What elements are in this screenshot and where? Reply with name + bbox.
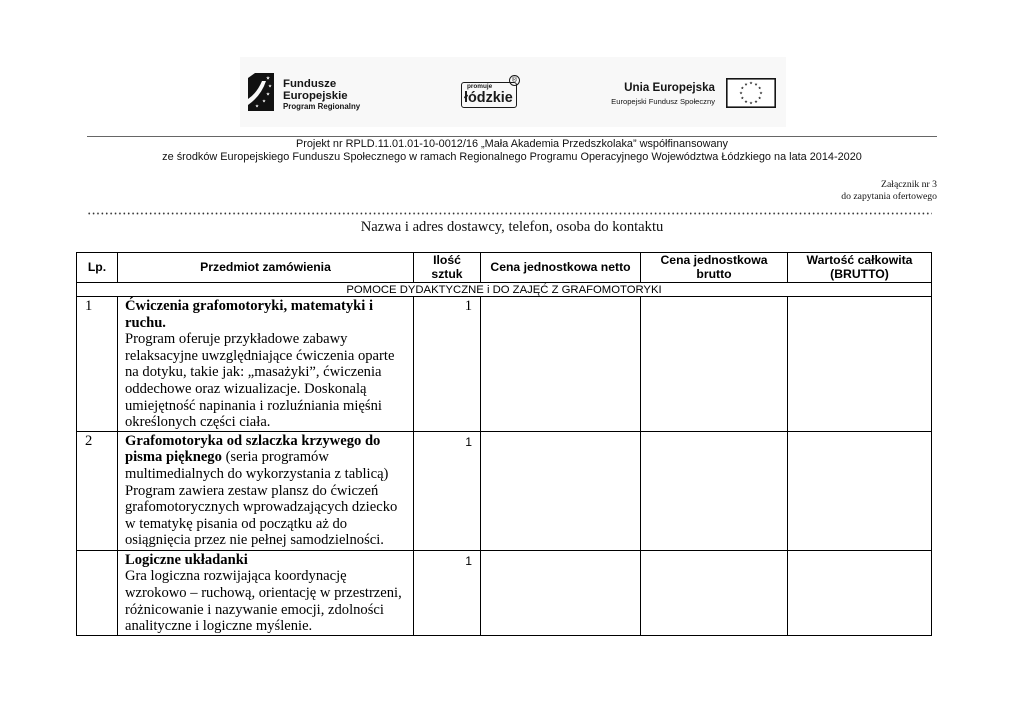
item-title: Ćwiczenia grafomotoryki, matematyki i ruchu. bbox=[125, 298, 374, 331]
item-description: Gra logiczna rozwijająca koordynację wzrokowo – ruchową, orientację w przestrzeni, różnicowanie i nazywanie emocji, zdolności analityczne i logiczne myślenie. bbox=[125, 568, 402, 635]
table-header-row bbox=[77, 253, 932, 283]
header-unit-gross-line1: Cena jednostkowa bbox=[660, 253, 768, 267]
cell-total-gross bbox=[788, 297, 932, 432]
cell-lp: 1 bbox=[77, 297, 118, 432]
header-unit-net: Cena jednostkowa netto bbox=[481, 253, 641, 283]
cell-qty: 1 bbox=[414, 431, 481, 550]
cell-qty: 1 bbox=[414, 550, 481, 635]
cell-item bbox=[118, 550, 414, 635]
cell-unit-gross bbox=[641, 431, 788, 550]
header-unit-gross-line2: brutto bbox=[696, 266, 732, 281]
attachment-number: Załącznik nr 3 bbox=[881, 179, 937, 190]
header-unit-gross bbox=[641, 253, 788, 283]
lodzkie-logo-main-text: łódzkie bbox=[464, 90, 513, 106]
header-qty-line1: Ilość bbox=[433, 253, 461, 267]
header-divider bbox=[87, 136, 937, 137]
header-qty bbox=[414, 253, 481, 283]
project-line1: Projekt nr RPLD.11.01.01-10-0012/16 „Mała Akademia Przedszkolaka” współfinansowany bbox=[295, 138, 729, 150]
header-total-gross-line1: Wartość całkowita bbox=[806, 253, 913, 267]
project-line2: ze środków Europejskiego Funduszu Społecznego w ramach Regionalnego Programu Operacyjnego Województwa Łódzkiego na lata 2014-2020 bbox=[162, 151, 862, 163]
cell-total-gross bbox=[788, 550, 932, 635]
item-description: Program zawiera zestaw plansz do ćwiczeń grafomotorycznych wprowadzających dziecko w tematykę pisania od początku aż do osiągnięcia przez nie pełnej samodzielności. bbox=[125, 482, 398, 549]
fundusze-europejskie-logo-line2: Europejskie bbox=[283, 90, 348, 102]
cell-item bbox=[118, 297, 414, 432]
header-lp: Lp. bbox=[77, 253, 118, 283]
header-total-gross bbox=[788, 253, 932, 283]
fundusze-europejskie-logo-line3: Program Regionalny bbox=[283, 102, 361, 111]
fundusze-europejskie-logo-icon bbox=[248, 73, 274, 111]
item-description: Program oferuje przykładowe zabawy relaksacyjne uwzględniające ćwiczenia oparte na dotyku, takie jak: „masażyki”, ćwiczenia oddechowe oraz wizualizacje. Doskonalą umiejętność napinania i rozluźniania mięśni określonych części ciała. bbox=[125, 331, 395, 431]
item-title: Logiczne układanki bbox=[125, 551, 248, 568]
attachment-reference: do zapytania ofertowego bbox=[841, 191, 937, 202]
cell-lp: 2 bbox=[77, 431, 118, 550]
table-row bbox=[77, 297, 932, 432]
table-row bbox=[77, 550, 932, 635]
fundusze-europejskie-logo-line1: Fundusze bbox=[283, 78, 337, 90]
offer-table bbox=[76, 252, 932, 636]
lodzkie-logo-top-text: promuje bbox=[467, 83, 493, 90]
cell-unit-gross bbox=[641, 297, 788, 432]
cell-qty: 1 bbox=[414, 297, 481, 432]
supplier-dotted-line bbox=[87, 212, 932, 215]
cell-unit-net bbox=[481, 297, 641, 432]
cell-item bbox=[118, 431, 414, 550]
header-total-gross-line2: (BRUTTO) bbox=[830, 266, 889, 281]
cell-unit-net bbox=[481, 431, 641, 550]
supplier-label: Nazwa i adres dostawcy, telefon, osoba do kontaktu bbox=[360, 219, 664, 235]
cell-unit-net bbox=[481, 550, 641, 635]
item-subtitle: (seria programów multimedialnych do wykorzystania z tablicą) bbox=[125, 449, 389, 482]
section-title: POMOCE DYDAKTYCZNE i DO ZAJĘĆ Z GRAFOMOTORYKI bbox=[77, 283, 932, 297]
registered-mark-icon: ® bbox=[509, 75, 520, 86]
table-section-row bbox=[77, 283, 932, 297]
table-row bbox=[77, 431, 932, 550]
eu-flag-icon bbox=[726, 78, 776, 108]
cell-lp bbox=[77, 550, 118, 635]
eu-logo-line1: Unia Europejska bbox=[624, 81, 715, 94]
lodzkie-logo bbox=[461, 82, 517, 108]
item-title: Grafomotoryka od szlaczka krzywego do pisma pięknego bbox=[125, 432, 381, 466]
header-item: Przedmiot zamówienia bbox=[118, 253, 414, 283]
eu-logo-line2: Europejski Fundusz Społeczny bbox=[611, 97, 715, 106]
cell-unit-gross bbox=[641, 550, 788, 635]
header-qty-line2: sztuk bbox=[431, 266, 463, 281]
cell-total-gross bbox=[788, 431, 932, 550]
